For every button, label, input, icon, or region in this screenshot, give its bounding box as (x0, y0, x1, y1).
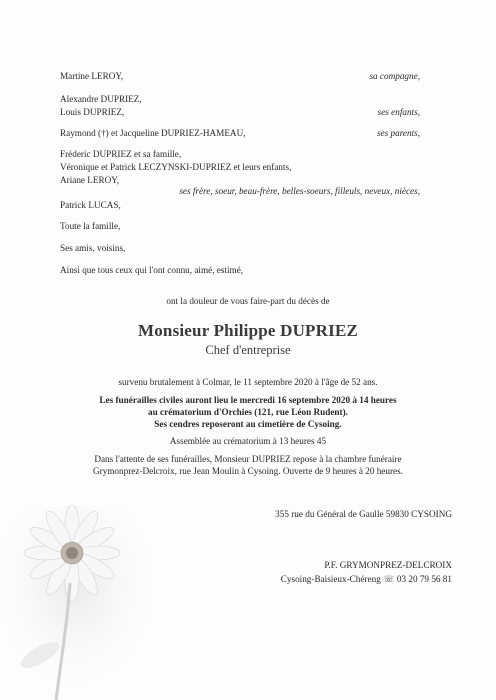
funeral-line: Ses cendres reposeront au cimetière de Cysoing. (154, 419, 342, 429)
family-line: Patrick LUCAS, (60, 200, 121, 210)
family-line: Véronique et Patrick LECZYNSKI-DUPRIEZ et leurs enfants, (60, 162, 292, 172)
family-line: Ses amis, voisins, (60, 243, 126, 253)
funeral-line: au crématorium d'Orchies (121, rue Léon Rudent). (148, 407, 348, 417)
flower-illustration (0, 505, 150, 700)
family-line: Alexandre DUPRIEZ, (60, 94, 142, 104)
funeral-line: Les funérailles civiles auront lieu le mercredi 16 septembre 2020 à 14 heures (99, 395, 397, 405)
announcement-intro: ont la douleur de vous faire-part du décès de (166, 296, 330, 306)
deceased-name: Monsieur Philippe DUPRIEZ (137, 321, 359, 340)
family-line: Fréderic DUPRIEZ et sa famille, (60, 149, 182, 159)
family-relation: ses parents, (376, 128, 420, 138)
occupation: Chef d'entreprise (205, 343, 291, 357)
family-relation: ses frère, soeur, beau-frère, belles-soeurs, filleuls, neveux, nièces, (179, 186, 420, 196)
family-relation: ses enfants, (377, 107, 420, 117)
assembly-time: Assemblée au crématorium à 13 heures 45 (169, 436, 327, 446)
family-line: Louis DUPRIEZ, (60, 107, 125, 117)
family-address: 355 rue du Général de Gaulle 59830 CYSOING (275, 509, 452, 519)
family-line: Ariane LEROY, (60, 175, 120, 185)
family-line: Toute la famille, (60, 221, 121, 231)
funeral-home-contact: Cysoing-Baisieux-Chéreng ☏ 03 20 79 56 81 (280, 574, 452, 584)
death-notice: survenu brutalement à Colmar, le 11 septembre 2020 à l'âge de 52 ans. (118, 377, 378, 387)
family-line: Ainsi que tous ceux qui l'ont connu, aimé, estimé, (60, 265, 244, 275)
family-relation: sa compagne, (369, 71, 420, 81)
family-line: Raymond (†) et Jacqueline DUPRIEZ-HAMEAU, (60, 128, 246, 138)
family-line: Martine LEROY, (60, 71, 124, 81)
rest-line: Dans l'attente de ses funérailles, Monsieur DUPRIEZ repose à la chambre funéraire (94, 454, 402, 464)
rest-line: Grymonprez-Delcroix, rue Jean Moulin à Cysoing. Ouverte de 9 heures à 20 heures. (93, 466, 403, 476)
funeral-home-name: P.F. GRYMONPREZ-DELCROIX (324, 560, 452, 570)
